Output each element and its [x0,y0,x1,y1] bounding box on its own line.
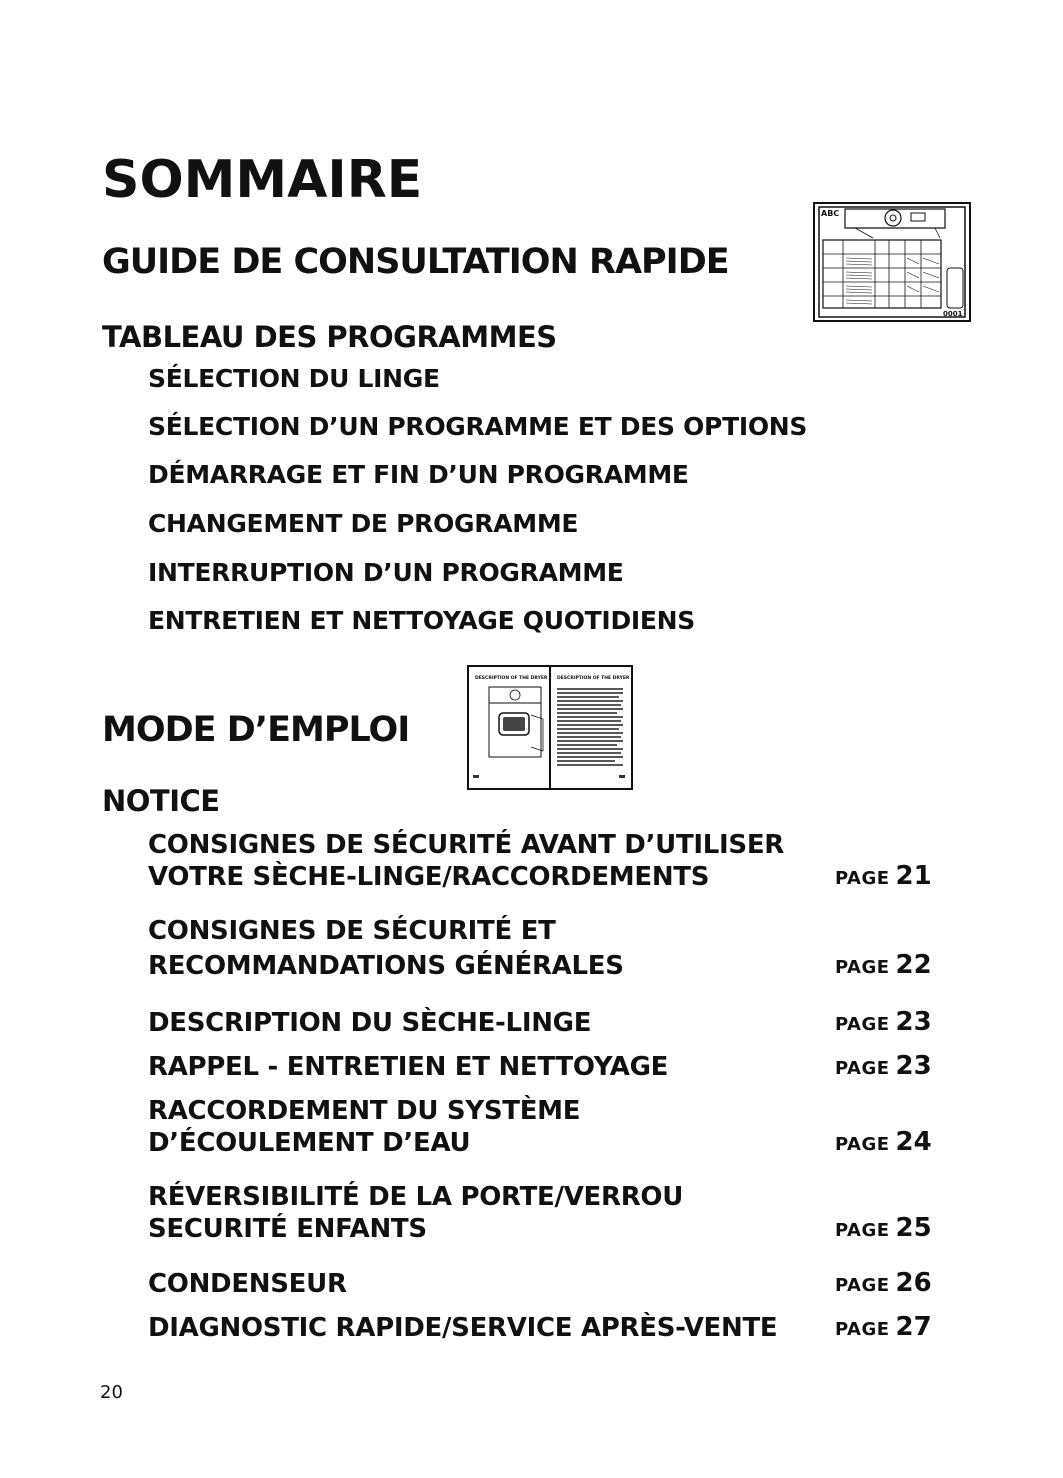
figure-label-0001: 0001 [943,310,963,318]
manual-heading: MODE D’EMPLOI [102,710,410,750]
program-table-heading: TABLEAU DES PROGRAMMES [102,320,557,354]
booklet-drawing [469,667,631,788]
page-ref: PAGE 24 [835,1127,932,1157]
quick-guide-item: DÉMARRAGE ET FIN D’UN PROGRAMME [148,460,689,489]
notice-entry-line: VOTRE SÈCHE-LINGE/RACCORDEMENTS [148,862,710,892]
page-title: SOMMAIRE [102,150,423,210]
notice-entry-line: RÉVERSIBILITÉ DE LA PORTE/VERROU [148,1182,684,1212]
booklet-caption-right: DESCRIPTION OF THE DRYER [557,676,630,681]
notice-entry-line: D’ÉCOULEMENT D’EAU [148,1128,471,1158]
quick-guide-heading: GUIDE DE CONSULTATION RAPIDE [102,242,729,282]
quick-guide-item: INTERRUPTION D’UN PROGRAMME [148,558,624,587]
notice-entry-line: RAPPEL - ENTRETIEN ET NETTOYAGE [148,1052,669,1082]
booklet-illustration [467,665,633,790]
quick-guide-item: SÉLECTION DU LINGE [148,364,440,393]
page-ref: PAGE 25 [835,1213,932,1243]
quick-guide-item: ENTRETIEN ET NETTOYAGE QUOTIDIENS [148,606,695,635]
page-ref: PAGE 23 [835,1051,932,1081]
page-number: 20 [100,1382,123,1403]
quick-guide-item: SÉLECTION D’UN PROGRAMME ET DES OPTIONS [148,412,808,441]
booklet-caption-left: DESCRIPTION OF THE DRYER [475,676,548,681]
notice-entry-line: DIAGNOSTIC RAPIDE/SERVICE APRÈS-VENTE [148,1313,778,1343]
page-ref: PAGE 22 [835,950,932,980]
notice-heading: NOTICE [102,784,220,818]
notice-entry-line: CONDENSEUR [148,1269,347,1299]
notice-entry-line: DESCRIPTION DU SÈCHE-LINGE [148,1008,592,1038]
program-table-illustration [813,202,971,322]
program-table-drawing [815,204,969,320]
quick-guide-item: CHANGEMENT DE PROGRAMME [148,509,579,538]
notice-entry-line: RACCORDEMENT DU SYSTÈME [148,1096,581,1126]
notice-entry-line: CONSIGNES DE SÉCURITÉ AVANT D’UTILISER [148,830,785,860]
notice-entry-line: CONSIGNES DE SÉCURITÉ ET [148,916,556,946]
page-ref: PAGE 27 [835,1312,932,1342]
page-ref: PAGE 23 [835,1007,932,1037]
page-ref: PAGE 26 [835,1268,932,1298]
notice-entry-line: RECOMMANDATIONS GÉNÉRALES [148,951,624,981]
page-ref: PAGE 21 [835,861,932,891]
notice-entry-line: SECURITÉ ENFANTS [148,1214,427,1244]
figure-label-abc: ABC [821,209,840,218]
